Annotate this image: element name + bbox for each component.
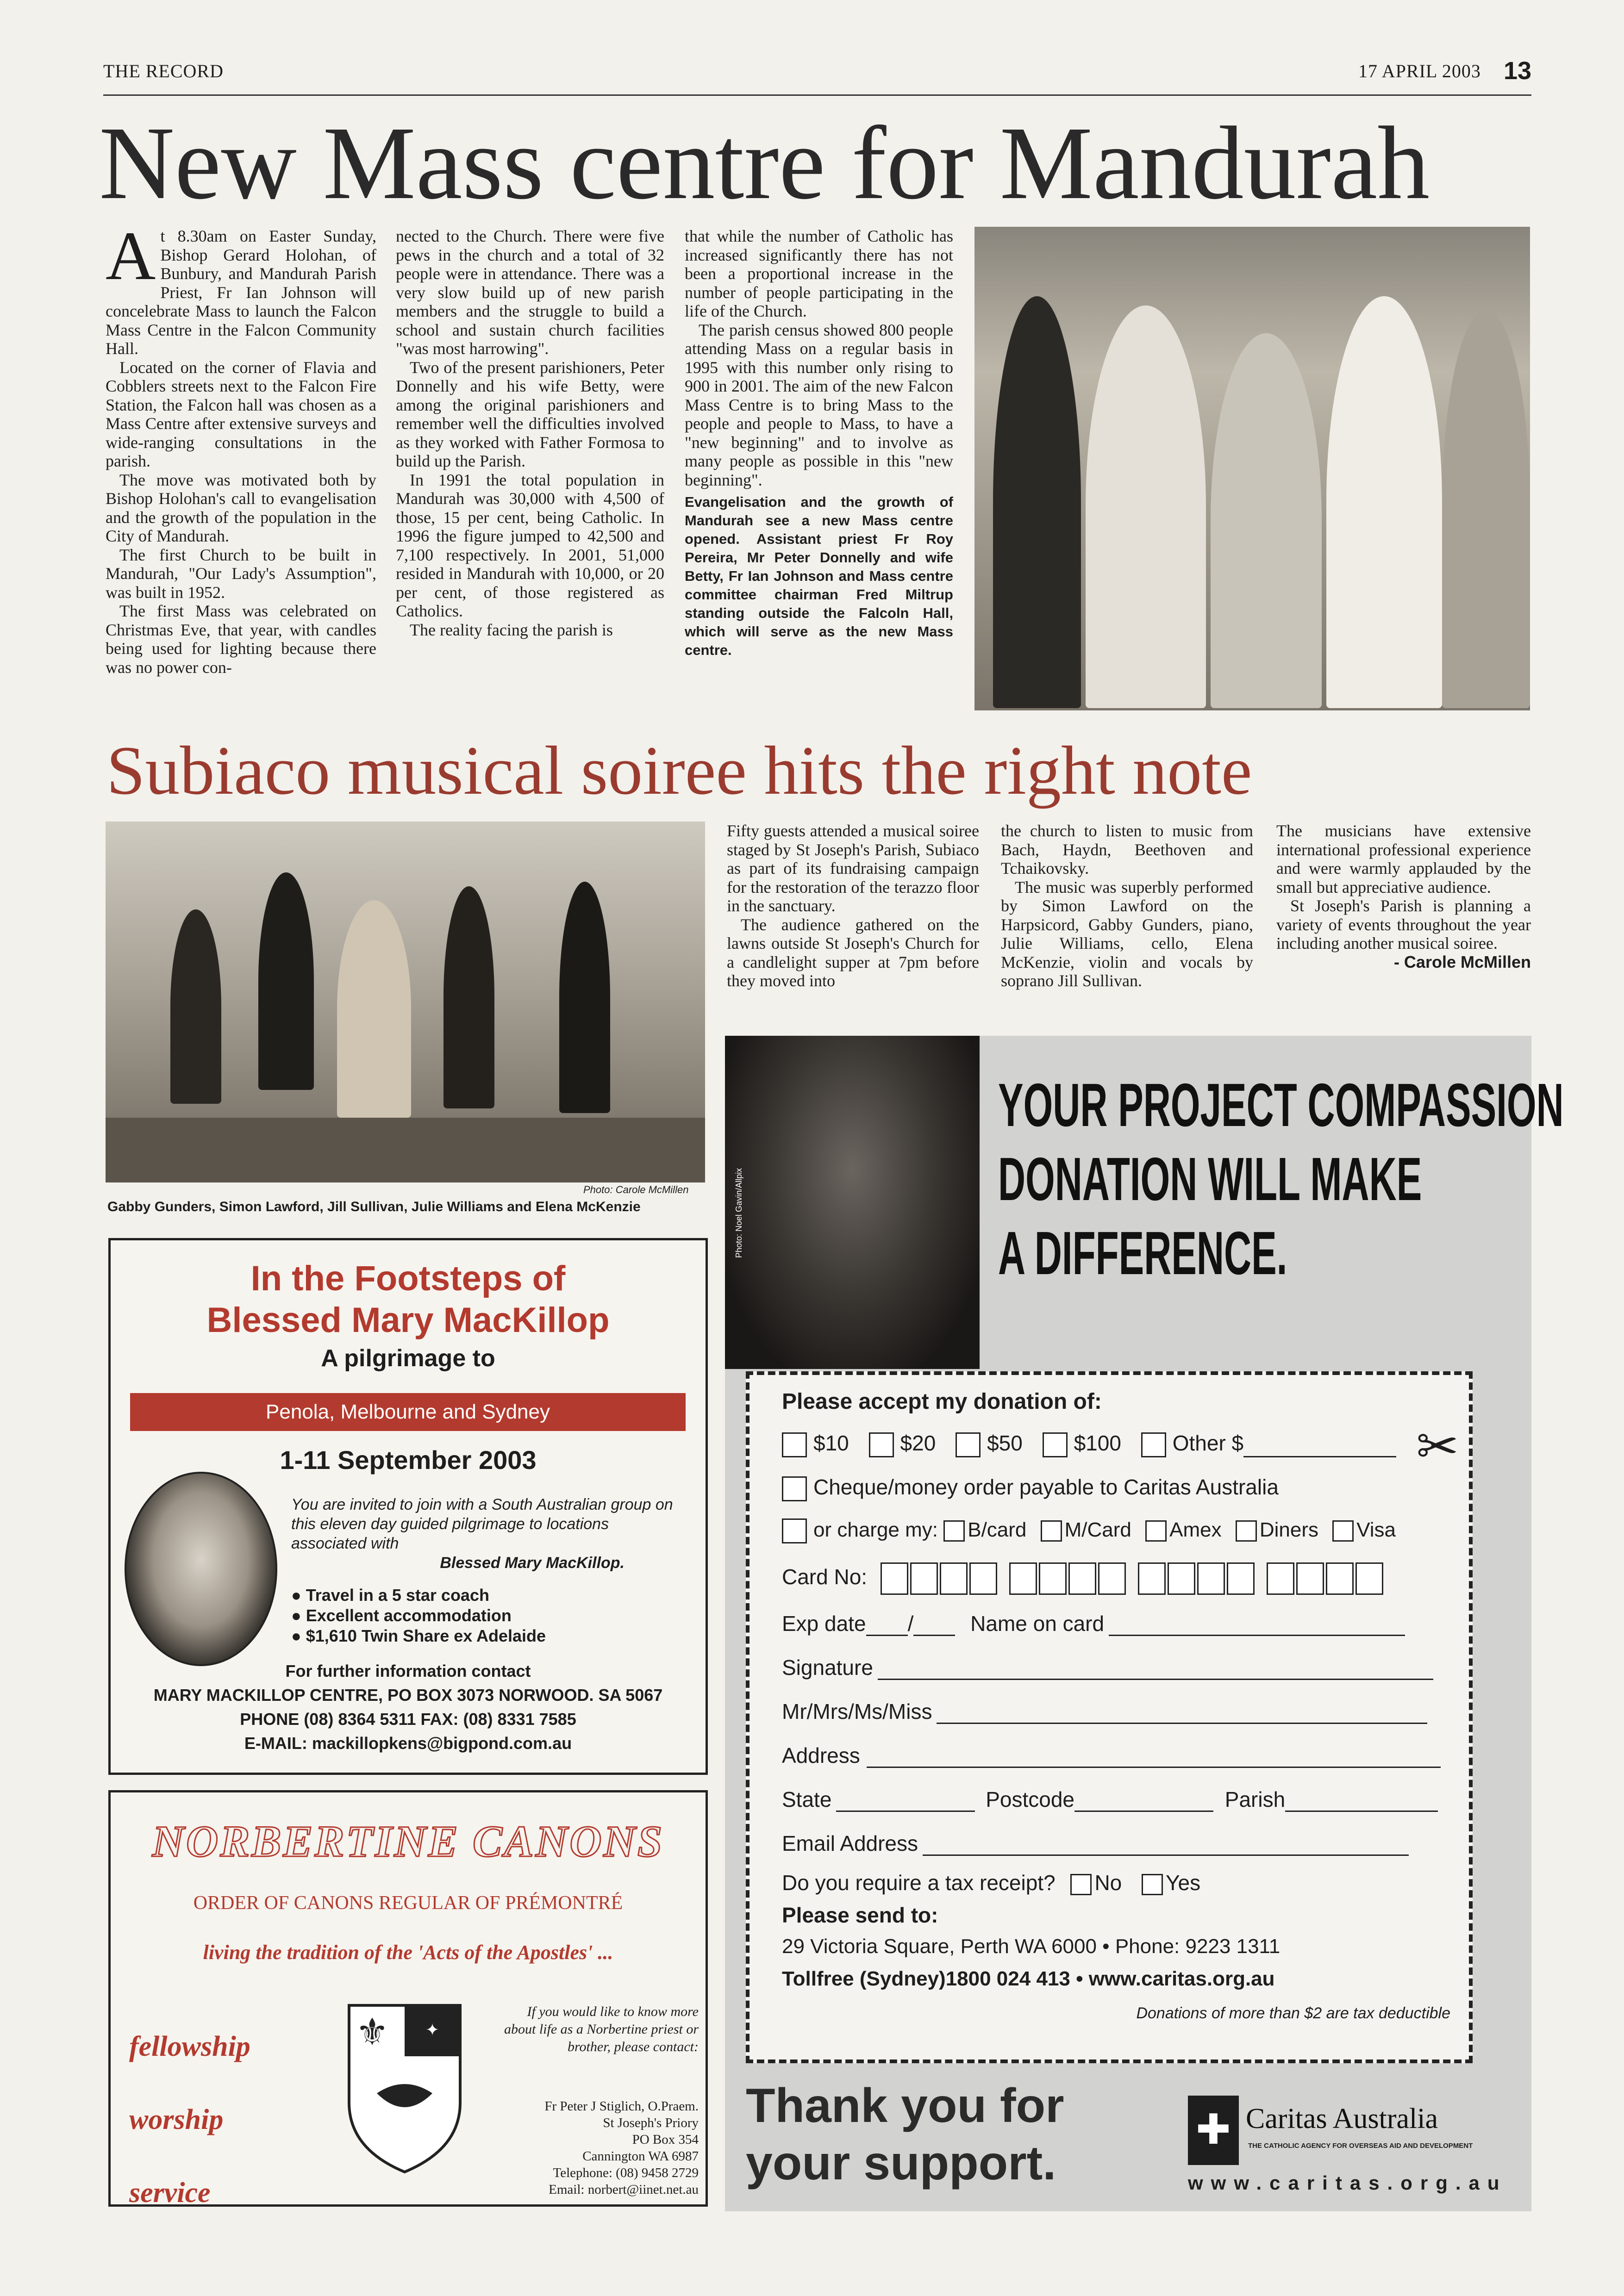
caritas-logo-icon: ✚ [1188, 2096, 1239, 2165]
article2-col3 [1276, 821, 1531, 971]
soiree-photo [106, 821, 705, 1182]
card-label: Visa [1356, 1518, 1396, 1541]
tax-row [782, 1870, 1200, 1895]
email-label: Email Address [782, 1831, 918, 1855]
amount-label: $10 [813, 1431, 849, 1455]
thank-you-line: Thank you for [746, 2079, 1064, 2133]
exp-date-label: Exp date [782, 1612, 866, 1636]
tax-note: Donations of more than $2 are tax deductible [1136, 2004, 1450, 2022]
norbertine-ad [108, 1790, 708, 2207]
tax-yes-checkbox[interactable] [1142, 1874, 1163, 1895]
paragraph: Located on the corner of Flavia and Cobblers streets next to the Falcon Fire Station, the Falcon hall was chosen as a Mass Centre after extensive surveys and wide-ranging consultations in the parish. [106, 358, 376, 470]
order-name: ORDER OF CANONS REGULAR OF PRÉMONTRÉ [193, 1892, 623, 1914]
ad-invite [291, 1495, 680, 1573]
bullet-item: ● Excellent accommodation [291, 1606, 512, 1625]
expiry-row [782, 1611, 1405, 1636]
value-word: worship [129, 2104, 224, 2135]
amount-other-checkbox[interactable] [1141, 1432, 1166, 1457]
email-field[interactable] [923, 1836, 1409, 1856]
ad-subtitle: A pilgrimage to [321, 1345, 495, 1372]
byline: - Carole McMillen [1393, 952, 1531, 971]
amount-50-checkbox[interactable] [956, 1432, 981, 1457]
person-figure [443, 886, 494, 1108]
mackillop-portrait [125, 1472, 277, 1666]
ad-bullets [291, 1585, 546, 1646]
article1-col2 [396, 227, 664, 639]
contact-address: MARY MACKILLOP CENTRE, PO BOX 3073 NORWOOD. SA 5067 [153, 1686, 663, 1705]
amount-label: $100 [1074, 1431, 1121, 1455]
invite-text: You are invited to join with a South Australian group on this eleven day guided pilgrimage to locations associated with [291, 1496, 673, 1552]
amex-checkbox[interactable] [1145, 1520, 1167, 1542]
photo-credit: Photo: Carole McMillen [583, 1184, 689, 1195]
donation-form [746, 1371, 1473, 2063]
paragraph: The parish census showed 800 people attending Mass on a regular basis in 1995 with this number only rising to 900 in 2001. The aim of the new Falcon Mass Centre is to bring Mass to the people and people to Mass, to have a "new beginning" and to involve as many people as possible in this "new beginning". [685, 320, 953, 489]
svg-text:✦: ✦ [425, 2021, 440, 2039]
paragraph: In 1991 the total population in Mandurah was 30,000 with 4,500 of those, 15 per cent, being Catholic. In 1996 the figure jumped to 42,500 and 7,100 respectively. In 2001, 51,000 resided in Mandurah with 10,000, or 20 per cent, of those registered as Catholics. [396, 470, 664, 620]
article1-headline: New Mass centre for Mandurah [99, 105, 1430, 221]
card-number-row [782, 1562, 1384, 1595]
norbertine-info: If you would like to know more about life as a Norbertine priest or brother, please contact: [504, 2004, 699, 2054]
person-figure [993, 296, 1081, 708]
form-title: Please accept my donation of: [782, 1389, 1102, 1414]
stage-floor [106, 1118, 705, 1182]
other-amount-field[interactable] [1243, 1437, 1396, 1457]
card-options [782, 1518, 1396, 1543]
amount-label: $20 [900, 1431, 936, 1455]
paragraph: The musicians have extensive international professional experience and were warmly applauded by the small but appreciative audience. [1276, 821, 1531, 896]
headline-line: A DIFFERENCE. [998, 1219, 1287, 1287]
headline-line: DONATION WILL MAKE [998, 1145, 1422, 1213]
paragraph: t 8.30am on Easter Sunday, Bishop Gerard Holohan, of Bunbury, and Mandurah Parish Priest, Fr Ian Johnson will concelebrate Mass to launch the Falcon Mass Centre in the Falcon Community Hall. [106, 227, 376, 358]
caritas-tagline: THE CATHOLIC AGENCY FOR OVERSEAS AID AND DEVELOPMENT [1248, 2142, 1473, 2150]
paragraph: that while the number of Catholic has increased significantly there has not been a proportional increase in the number of people participating in the life of the Church. [685, 227, 953, 320]
contact-phone: PHONE (08) 8364 5311 FAX: (08) 8331 7585 [240, 1710, 576, 1729]
cheque-label: Cheque/money order payable to Caritas Australia [813, 1475, 1279, 1499]
card-number-boxes[interactable] [880, 1562, 1384, 1595]
amount-10-checkbox[interactable] [782, 1432, 807, 1457]
name-field[interactable] [937, 1704, 1427, 1724]
exp-year-field[interactable] [913, 1616, 955, 1636]
person-figure [1442, 310, 1530, 708]
address-field[interactable] [867, 1748, 1441, 1768]
person-figure [559, 882, 610, 1113]
contact-line: Email: norbert@iinet.net.au [549, 2182, 699, 2197]
mackillop-ad [108, 1238, 708, 1775]
person-figure [258, 872, 314, 1090]
card-label: B/card [968, 1518, 1027, 1541]
signature-row [782, 1655, 1433, 1680]
ad-title [111, 1258, 706, 1341]
paragraph: The reality facing the parish is [410, 620, 613, 639]
visa-checkbox[interactable] [1332, 1520, 1354, 1542]
article2-col1 [727, 821, 979, 990]
tax-question: Do you require a tax receipt? [782, 1871, 1056, 1895]
header-rule [103, 94, 1531, 96]
publication-name: THE RECORD [103, 61, 224, 81]
caritas-ad [725, 1036, 1564, 2211]
amount-label: Other $ [1172, 1431, 1244, 1455]
destination-banner: Penola, Melbourne and Sydney [130, 1393, 686, 1431]
postcode-label: Postcode [986, 1787, 1074, 1811]
ad-title-line: Blessed Mary MacKillop [206, 1300, 610, 1340]
charge-checkbox[interactable] [782, 1518, 807, 1543]
scissors-icon: ✂ [1416, 1419, 1459, 1475]
parish-label: Parish [1224, 1787, 1286, 1811]
caritas-headline [998, 1068, 1564, 1290]
postcode-field[interactable] [1074, 1792, 1213, 1812]
values-list [129, 2010, 250, 2229]
caritas-url: www.caritas.org.au [1188, 2172, 1507, 2194]
exp-month-field[interactable] [866, 1616, 908, 1636]
person-figure [170, 909, 221, 1104]
person-figure [1086, 305, 1206, 708]
title-label: Mr/Mrs/Ms/Miss [782, 1699, 932, 1724]
contact-line: St Joseph's Priory [603, 2116, 699, 2130]
paragraph: The move was motivated both by Bishop Holohan's call to evangelisation and the growth of the population in the City of Mandurah. [106, 470, 376, 545]
exp-separator: / [907, 1612, 914, 1636]
send-address: 29 Victoria Square, Perth WA 6000 • Phone: 9223 1311 [782, 1935, 1280, 1958]
paragraph: nected to the Church. There were five pews in the church and a total of 32 people were in attendance. There was a very slow build up of new parish members and the struggle to build a school and sustain church facilities "was most harrowing". [396, 227, 664, 358]
issue-date: 17 APRIL 2003 [1358, 61, 1481, 81]
thank-you-line: your support. [746, 2136, 1056, 2190]
norbertine-crest-icon [344, 2001, 465, 2177]
photo-caption: Evangelisation and the growth of Mandurah see a new Mass centre opened. Assistant priest Fr Roy Pereira, Mr Peter Donnelly and wife Betty, Fr Ian Johnson and Mass centre committee chairman Fred Miltrup standing outside the Falcoln Hall, which will serve as the new Mass centre. [685, 494, 953, 658]
title-row [782, 1699, 1427, 1724]
send-to-heading: Please send to: [782, 1903, 938, 1927]
headline-line: YOUR PROJECT COMPASSION [998, 1071, 1564, 1139]
parish-field[interactable] [1285, 1792, 1438, 1812]
bullet-item: ● $1,610 Twin Share ex Adelaide [291, 1626, 546, 1645]
contact-line: Fr Peter J Stiglich, O.Praem. [544, 2099, 699, 2114]
amount-20-checkbox[interactable] [869, 1432, 894, 1457]
amount-options [782, 1431, 1396, 1457]
paragraph: The first Church to be built in Mandurah, "Our Lady's Assumption", was built in 1952. [106, 545, 376, 602]
norbertine-title: NORBERTINE CANONS [152, 1817, 664, 1866]
contact-line: Telephone: (08) 9458 2729 [553, 2165, 699, 2180]
mandurah-group-photo [974, 227, 1530, 710]
contact-line: Cannington WA 6987 [582, 2149, 699, 2164]
address-row [782, 1743, 1441, 1768]
state-row [782, 1787, 1438, 1812]
pilgrimage-dates: 1-11 September 2003 [280, 1445, 537, 1475]
name-on-card-field[interactable] [1109, 1616, 1405, 1636]
ad-title-line: In the Footsteps of [250, 1259, 566, 1298]
bankcard-checkbox[interactable] [943, 1520, 965, 1542]
page-number: 13 [1504, 57, 1532, 85]
contact-line: PO Box 354 [632, 2132, 699, 2147]
cheque-option [782, 1475, 1279, 1501]
value-word: service [129, 2177, 211, 2209]
paragraph: the church to listen to music from Bach, Haydn, Beethoven and Tchaikovsky. [1001, 821, 1253, 877]
paragraph: Fifty guests attended a musical soiree staged by St Joseph's Parish, Subiaco as part of its fundraising campaign for the restoration of the terazzo floor in the sanctuary. [727, 821, 979, 915]
person-figure [1326, 296, 1442, 708]
paragraph: The first Mass was celebrated on Christmas Eve, that year, with candles being used for lighting because there was no power con- [106, 602, 376, 677]
paragraph: The audience gathered on the lawns outside St Joseph's Church for a candlelight supper at 7pm before they moved into [727, 915, 979, 990]
contact-heading: For further information contact [285, 1661, 531, 1680]
signature-field[interactable] [878, 1660, 1433, 1680]
state-label: State [782, 1787, 832, 1811]
amount-100-checkbox[interactable] [1043, 1432, 1068, 1457]
thank-you [746, 2077, 1064, 2192]
signature-label: Signature [782, 1655, 873, 1680]
caritas-name: Caritas Australia [1246, 2103, 1438, 2134]
paragraph: Two of the present parishioners, Peter Donnelly and his wife Betty, were among the original parishioners and remember well the difficulties involved as they worked with Father Formosa to build up the Parish. [396, 358, 664, 470]
state-field[interactable] [836, 1792, 975, 1812]
address-label: Address [782, 1743, 860, 1767]
article2-col2 [1001, 821, 1253, 990]
contact-email: E-MAIL: mackillopkens@bigpond.com.au [244, 1734, 572, 1753]
charge-label: or charge my: [813, 1518, 938, 1541]
norbertine-contact [472, 2098, 699, 2198]
cheque-checkbox[interactable] [782, 1476, 807, 1501]
person-figure [1211, 333, 1322, 708]
card-label: Diners [1259, 1518, 1318, 1541]
value-word: fellowship [129, 2031, 250, 2062]
ad-contact [111, 1659, 706, 1755]
card-label: Amex [1169, 1518, 1222, 1541]
photo-caption: Gabby Gunders, Simon Lawford, Jill Sullivan, Julie Williams and Elena McKenzie [107, 1199, 641, 1214]
child-photo [725, 1036, 980, 1369]
mastercard-checkbox[interactable] [1041, 1520, 1062, 1542]
person-figure [337, 900, 411, 1118]
article1-col3 [685, 227, 953, 660]
tagline: living the tradition of the 'Acts of the Apostles' ... [203, 1941, 613, 1964]
bullet-item: ● Travel in a 5 star coach [291, 1586, 489, 1605]
svg-text:⚜: ⚜ [356, 2012, 389, 2053]
article1-col1 [106, 218, 376, 677]
dropcap: A [106, 218, 156, 294]
diners-checkbox[interactable] [1236, 1520, 1257, 1542]
tax-no-checkbox[interactable] [1070, 1874, 1092, 1895]
yes-label: Yes [1166, 1871, 1201, 1895]
tollfree-line: Tollfree (Sydney)1800 024 413 • www.caritas.org.au [782, 1967, 1275, 1990]
card-no-label: Card No: [782, 1565, 868, 1589]
no-label: No [1094, 1871, 1122, 1895]
paragraph: St Joseph's Parish is planning a variety of events throughout the year including another musical soiree. [1276, 896, 1531, 952]
name-on-card-label: Name on card [970, 1612, 1105, 1636]
photo-credit: Photo: Noel Gavin/Allpix [734, 1168, 743, 1258]
amount-label: $50 [987, 1431, 1023, 1455]
article2-headline: Subiaco musical soiree hits the right note [106, 732, 1252, 809]
email-row [782, 1831, 1409, 1856]
paragraph: The music was superbly performed by Simon Lawford on the Harpsicord, Gabby Gunders, piano, Julie Williams, cello, Elena McKenzie, violin and vocals by soprano Jill Sullivan. [1001, 877, 1253, 990]
card-label: M/Card [1064, 1518, 1131, 1541]
invite-name: Blessed Mary MacKillop. [440, 1554, 625, 1572]
